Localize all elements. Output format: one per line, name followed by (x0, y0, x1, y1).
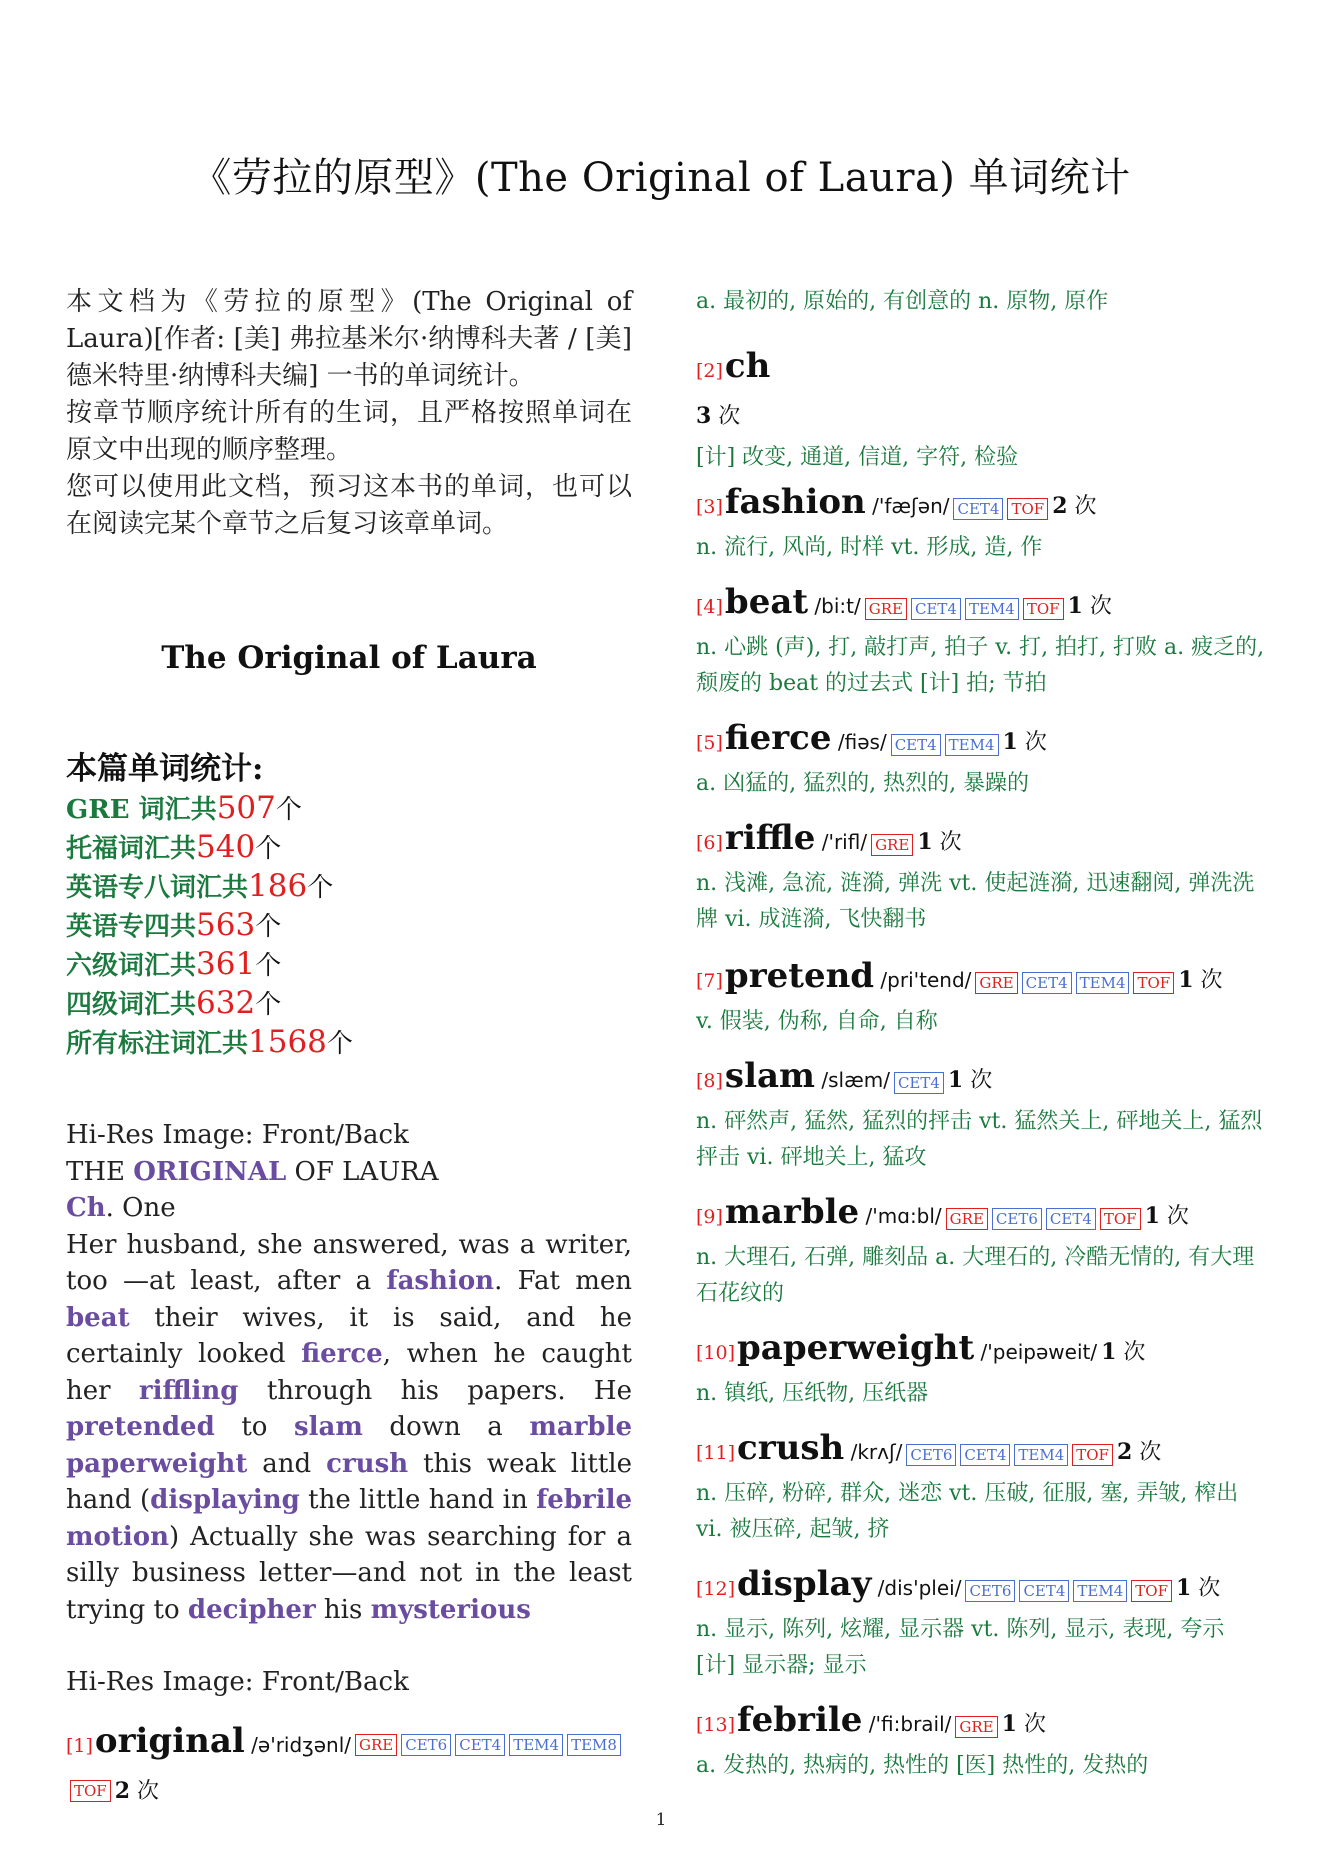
entry-word: ch (724, 346, 771, 386)
exam-tag: GRE (871, 834, 913, 856)
exam-tag: CET4 (1019, 1580, 1069, 1602)
entry-header (696, 954, 1266, 1004)
highlight-word: crush (326, 1448, 409, 1479)
left-column (66, 284, 632, 543)
entry-phonetic: /'rifl/ (815, 830, 868, 854)
entry-index: [5] (696, 732, 723, 754)
exam-tag: CET4 (960, 1444, 1010, 1466)
entry-definition: n. 心跳 (声), 打, 敲打声, 拍子 v. 打, 拍打, 打败 a. 疲乏的, 颓废的 beat 的过去式 [计] 拍; 节拍 (696, 635, 1265, 696)
entry-count-unit: 次 (1016, 1712, 1046, 1737)
exam-tag: TOF (1131, 1580, 1172, 1602)
highlight-word: pretended (66, 1412, 215, 1442)
vocab-entry (696, 1426, 1266, 1548)
entry-word: paperweight (737, 1328, 975, 1368)
entry-count-unit: 次 (1017, 730, 1047, 755)
entry-index: [12] (696, 1578, 736, 1600)
stat-unit: 个 (255, 990, 282, 1020)
entry-word: fierce (724, 718, 832, 758)
stat-label: 托福词汇共 (66, 834, 197, 864)
entry-index: [2] (696, 360, 723, 382)
entry-header (696, 344, 1266, 440)
entry-count-value: 1 (917, 829, 933, 855)
vocab-entry (696, 480, 1266, 566)
passage-line (66, 1154, 632, 1191)
exam-tag: TOF (1133, 972, 1174, 994)
exam-tag: TEM4 (509, 1734, 563, 1756)
entry-word: display (737, 1564, 872, 1604)
entry-count (696, 404, 740, 429)
passage-text: through his papers. He (238, 1375, 632, 1406)
exam-tag: TEM4 (965, 598, 1019, 620)
vocab-entry (696, 1054, 1266, 1176)
entry-word: pretend (724, 956, 875, 996)
vocab-entry (696, 1562, 1266, 1684)
entry-definition: n. 压碎, 粉碎, 群众, 迷恋 vt. 压破, 征服, 塞, 弄皱, 榨出 vi. 被压碎, 起皱, 挤 (696, 1481, 1239, 1542)
highlight-word: marble (529, 1412, 632, 1442)
stat-label: 英语专八词汇共 (66, 873, 249, 903)
entry-count-value: 1 (1176, 1575, 1192, 1601)
entry-header (696, 1562, 1266, 1612)
vocab-entry (696, 580, 1266, 702)
spacer (66, 1701, 632, 1719)
stat-unit: 个 (307, 873, 334, 903)
entry-header (696, 1326, 1266, 1376)
entry-index: [4] (696, 596, 723, 618)
exam-tag: TOF (70, 1780, 111, 1802)
entry-word: febrile (737, 1700, 863, 1740)
passage-text: OF LAURA (286, 1156, 439, 1187)
exam-tag: TEM8 (567, 1734, 621, 1756)
entry-count-unit: 次 (932, 830, 962, 855)
entry-header (696, 1054, 1266, 1104)
entry-phonetic: /'mɑ:bl/ (859, 1204, 942, 1228)
entry-count-value: 2 (114, 1777, 131, 1804)
vocab-entry (696, 1698, 1266, 1784)
entry-definition: n. 镇纸, 压纸物, 压纸器 (696, 1381, 929, 1406)
entry-count (1145, 1204, 1189, 1229)
entry-count-value: 1 (1067, 593, 1083, 619)
stat-line (66, 907, 632, 946)
entry-definition: n. 砰然声, 猛然, 猛烈的抨击 vt. 猛然关上, 砰地关上, 猛烈抨击 vi. 砰地关上, 猛攻 (696, 1109, 1263, 1170)
stat-value: 507 (216, 790, 276, 826)
exam-tag: CET4 (891, 734, 941, 756)
stat-value: 361 (196, 946, 256, 982)
entry-phonetic: /pri'tend/ (874, 968, 972, 992)
entry-header (696, 1190, 1266, 1240)
entry-definition: n. 流行, 风尚, 时样 vt. 形成, 造, 作 (696, 535, 1043, 560)
entry-word: fashion (724, 482, 866, 522)
exam-tag: GRE (865, 598, 907, 620)
section-title: The Original of Laura (161, 640, 537, 676)
entry-index: [13] (696, 1714, 736, 1736)
stat-line (66, 868, 632, 907)
passage-text: Her husband, she answered, was a writer, too —at least, after a (66, 1229, 632, 1296)
intro-line: 按章节顺序统计所有的生词，且严格按照单词在原文中出现的顺序整理。 (66, 398, 632, 465)
entry-index: [9] (696, 1206, 723, 1228)
passage-text: and (247, 1448, 327, 1479)
exam-tag: GRE (975, 972, 1017, 994)
entry-word: original (94, 1720, 245, 1761)
exam-tag: TOF (1100, 1208, 1141, 1230)
stat-line (66, 946, 632, 985)
entry-count (1117, 1440, 1161, 1465)
passage-text: down a (362, 1412, 530, 1442)
exam-tag: CET4 (1046, 1208, 1096, 1230)
passage-text: . Fat men (494, 1266, 632, 1296)
entry-definition: a. 凶猛的, 猛烈的, 热烈的, 暴躁的 (696, 771, 1030, 796)
entry-index: [11] (696, 1442, 736, 1464)
vocab-entry (696, 1190, 1266, 1312)
entry-count (1068, 594, 1112, 619)
intro (66, 284, 632, 543)
entry-count-unit: 次 (1116, 1340, 1146, 1365)
entry-phonetic: /krʌʃ/ (844, 1440, 903, 1464)
passage-text: his (315, 1594, 371, 1625)
highlight-word: mysterious (370, 1594, 531, 1625)
exam-tag: TEM4 (1073, 1580, 1127, 1602)
exam-tag: GRE (955, 1716, 997, 1738)
page-number: 1 (655, 1810, 667, 1830)
stat-value: 632 (196, 985, 256, 1021)
stat-value: 1568 (248, 1024, 327, 1060)
intro-line: 本文档为《劳拉的原型》(The Original of Laura)[作者: [美] 弗拉基米尔·纳博科夫著 / [美] 德米特里·纳博科夫编] 一书的单词统计。 (66, 287, 632, 391)
exam-tag: CET6 (965, 1580, 1015, 1602)
passage-text: this weak little hand ( (66, 1448, 632, 1515)
entry-word: marble (724, 1192, 860, 1232)
highlight-word: slam (294, 1412, 363, 1442)
entry-header (66, 1719, 632, 1814)
entry-count-value: 1 (1101, 1339, 1117, 1365)
entry-count (948, 1068, 992, 1093)
passage-text: ) Actually she was searching for a silly business letter—and not in the least trying to (66, 1521, 632, 1625)
stat-label: 英语专四共 (66, 912, 197, 942)
stats (66, 743, 632, 1063)
stat-label: 四级词汇共 (66, 990, 197, 1020)
intro-line: 您可以使用此文档，预习这本书的单词，也可以在阅读完某个章节之后复习该章单词。 (66, 472, 632, 539)
passage-text: to (214, 1412, 294, 1442)
stat-unit: 个 (255, 951, 282, 981)
highlight-word: Ch (66, 1193, 106, 1223)
entry-header (696, 1426, 1266, 1476)
entry-definition: v. 假装, 伪称, 自命, 自称 (696, 1009, 938, 1034)
stat-unit: 个 (326, 1029, 353, 1059)
stat-line (66, 985, 632, 1024)
entry-word: beat (724, 582, 809, 622)
vocab-entry (696, 954, 1266, 1040)
entry-count-unit: 次 (1159, 1204, 1189, 1229)
stat-value: 540 (196, 829, 256, 865)
exam-tag: TEM4 (1014, 1444, 1068, 1466)
passage-text: THE (66, 1156, 134, 1187)
entry-count-unit: 次 (711, 404, 741, 429)
entry-index: [1] (66, 1734, 93, 1757)
entry-count (1176, 1576, 1220, 1601)
stat-unit: 个 (255, 912, 282, 942)
stat-unit: 个 (255, 834, 282, 864)
entry-phonetic: /slæm/ (815, 1068, 890, 1092)
entry-index: [3] (696, 496, 723, 518)
entry-count-value: 1 (1001, 1711, 1017, 1737)
vocab-entry (696, 344, 1266, 476)
stat-value: 563 (196, 907, 256, 943)
stat-label: GRE 词汇共 (66, 795, 217, 825)
entry-count-value: 1 (947, 1067, 964, 1093)
entry-count-unit: 次 (130, 1778, 160, 1804)
highlight-word: ORIGINAL (133, 1156, 287, 1187)
exam-tag: CET6 (992, 1208, 1042, 1230)
passage-text: . One (105, 1193, 176, 1223)
entry-count-value: 2 (1052, 493, 1068, 519)
entry-phonetic: /ə'ridʒənl/ (244, 1732, 351, 1757)
entry-count (1178, 968, 1222, 993)
entry-header (696, 1698, 1266, 1748)
exam-tag: TEM4 (1076, 972, 1130, 994)
entry-header (696, 480, 1266, 530)
entry-definition: a. 发热的, 热病的, 热性的 [医] 热性的, 发热的 (696, 1753, 1149, 1778)
entry-count-value: 3 (696, 403, 712, 429)
entry-count-unit: 次 (1193, 968, 1223, 993)
highlight-word: paperweight (66, 1448, 248, 1479)
entry-phonetic: /dis'plei/ (871, 1576, 962, 1600)
stat-unit: 个 (275, 795, 302, 825)
entry-phonetic: /fiəs/ (831, 730, 887, 754)
entry-phonetic: /'fi:brail/ (862, 1712, 952, 1736)
entry-count (1101, 1340, 1145, 1365)
entry-count-unit: 次 (1067, 494, 1097, 519)
stat-line (66, 829, 632, 868)
passage-text: the little hand in (299, 1485, 537, 1515)
passage-line: Hi-Res Image: Front/Back (66, 1667, 409, 1697)
vocab-entry (66, 1719, 632, 1814)
exam-tag: GRE (355, 1734, 397, 1756)
page-title: 《劳拉的原型》(The Original of Laura) 单词统计 (191, 155, 1131, 201)
highlight-word: fierce (301, 1339, 383, 1369)
entry-phonetic: /'fæʃən/ (865, 494, 950, 518)
entry-index: [8] (696, 1070, 723, 1092)
exam-tag: CET6 (401, 1734, 451, 1756)
stat-value: 186 (248, 868, 308, 904)
exam-tag: CET4 (455, 1734, 505, 1756)
entry-word: slam (724, 1056, 815, 1096)
stat-label: 六级词汇共 (66, 951, 197, 981)
entry-definition: n. 浅滩, 急流, 涟漪, 弹洗 vt. 使起涟漪, 迅速翻阅, 弹洗洗牌 vi. 成涟漪, 飞快翻书 (696, 871, 1255, 932)
entry-phonetic: /'peipəweit/ (974, 1340, 1098, 1364)
entry-count-value: 1 (1178, 967, 1194, 993)
entry-count (1052, 494, 1096, 519)
entry-index: [7] (696, 970, 723, 992)
entry-count-unit: 次 (1132, 1440, 1162, 1465)
entry-count-unit: 次 (963, 1068, 993, 1093)
entry-definition: n. 大理石, 石弹, 雕刻品 a. 大理石的, 冷酷无情的, 有大理石花纹的 (696, 1245, 1255, 1306)
entry-count-value: 2 (1116, 1439, 1133, 1465)
entry-header (696, 816, 1266, 866)
entry-count (115, 1779, 159, 1804)
highlight-word: beat (66, 1302, 130, 1333)
entry-definition: [计] 改变, 通道, 信道, 字符, 检验 (696, 445, 1019, 470)
entry-definition: a. 最初的, 原始的, 有创意的 n. 原物, 原作 (696, 289, 1109, 314)
exam-tag: CET4 (953, 498, 1003, 520)
passage-paragraph (66, 1227, 632, 1629)
entry-index: [10] (696, 1342, 736, 1364)
exam-tag: GRE (946, 1208, 988, 1230)
entry-definition: n. 显示, 陈列, 炫耀, 显示器 vt. 陈列, 显示, 表现, 夸示 [计] 显示器; 显示 (696, 1617, 1225, 1678)
highlight-word: febrile (536, 1485, 633, 1515)
stats-heading: 本篇单词统计: (66, 751, 264, 787)
vocab-entry (696, 1326, 1266, 1412)
stat-line (66, 1024, 632, 1063)
exam-tag: TOF (1072, 1444, 1113, 1466)
exam-tag: CET4 (911, 598, 961, 620)
exam-tag: CET4 (1022, 972, 1072, 994)
stat-line (66, 790, 632, 829)
exam-tag: TOF (1023, 598, 1064, 620)
exam-tag: CET4 (894, 1072, 944, 1094)
entry-header (696, 716, 1266, 766)
passage-text: , when he caught her (66, 1339, 633, 1406)
vocab-entry (696, 816, 1266, 938)
entry-header (696, 580, 1266, 630)
entry-count (1003, 730, 1047, 755)
exam-tag: TEM4 (945, 734, 999, 756)
stat-label: 所有标注词汇共 (66, 1029, 249, 1059)
entry-word: riffle (724, 818, 816, 858)
exam-tag: CET6 (906, 1444, 956, 1466)
exam-tag: TOF (1007, 498, 1048, 520)
passage-text: their wives, it is said, and he certainly looked (66, 1302, 632, 1369)
entry-count (917, 830, 961, 855)
highlight-word: fashion (386, 1266, 495, 1296)
highlight-word: motion (66, 1521, 169, 1552)
spacer (66, 1628, 632, 1664)
highlight-word: displaying (150, 1485, 300, 1515)
entry-count-value: 1 (1144, 1203, 1160, 1229)
highlight-word: decipher (187, 1594, 316, 1625)
passage (66, 1117, 632, 1814)
passage-line: Hi-Res Image: Front/Back (66, 1120, 409, 1150)
entry-count-value: 1 (1002, 729, 1018, 755)
highlight-word: riffling (138, 1375, 239, 1406)
vocab-entry (696, 716, 1266, 802)
entry-count-unit: 次 (1191, 1576, 1221, 1601)
entry-index: [6] (696, 832, 723, 854)
entry-word: crush (737, 1428, 845, 1468)
passage-line (66, 1190, 632, 1227)
entry-phonetic: /bi:t/ (808, 594, 861, 618)
entry-count-unit: 次 (1082, 594, 1112, 619)
entry-count (1002, 1712, 1046, 1737)
